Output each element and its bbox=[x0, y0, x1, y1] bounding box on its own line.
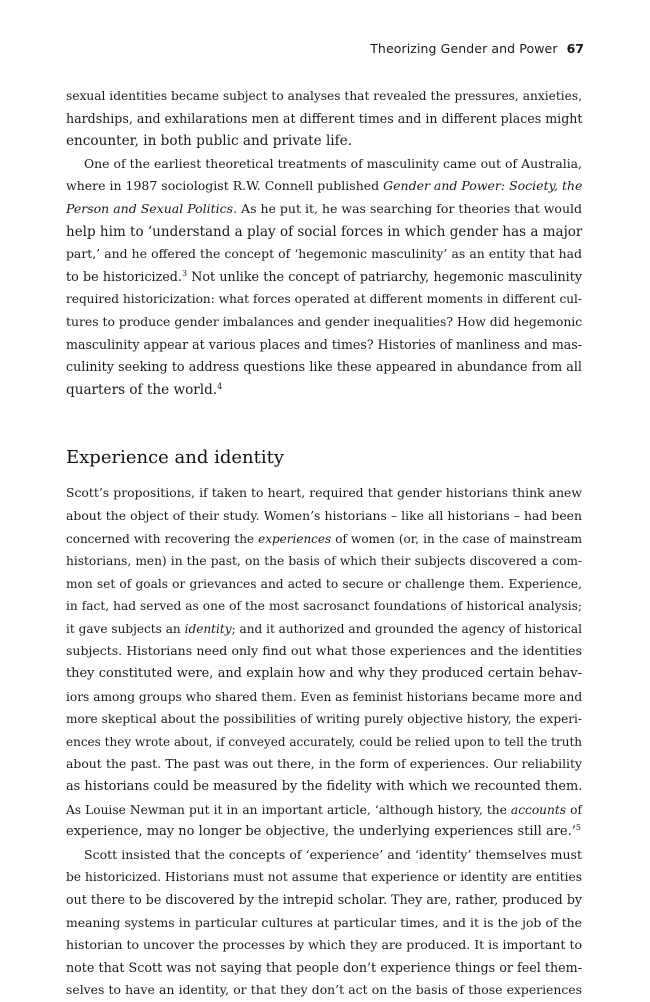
text-run: As Louise Newman put it in an important article, ‘although history, the bbox=[66, 802, 511, 817]
text-run: . As he put it, he was searching for theories that would bbox=[233, 200, 583, 216]
text-run: to be historicized. bbox=[66, 268, 182, 284]
text-run: experience, may no longer be objective, the underlying experiences still are.’ bbox=[66, 824, 576, 840]
text-line bbox=[66, 821, 582, 844]
text-line bbox=[66, 799, 582, 822]
text-line: in fact, had served as one of the most sacrosanct foundations of historical analysis; bbox=[66, 599, 582, 614]
text-line: part,’ and he offered the concept of ‘hegemonic masculinity’ as an entity that had bbox=[66, 246, 582, 262]
text-line: required historicization: what forces operated at different moments in different cul- bbox=[66, 292, 582, 307]
emphasis: accounts bbox=[510, 802, 567, 817]
text-line: out there to be discovered by the intrepid scholar. They are, rather, produced by bbox=[66, 892, 582, 907]
text-line: historian to uncover the processes by which they are produced. It is important to bbox=[66, 937, 582, 953]
book-title: Person and Sexual Politics bbox=[66, 200, 234, 216]
footnote-marker: 3 bbox=[181, 268, 188, 278]
emphasis: experiences bbox=[258, 531, 332, 546]
paragraph-1 bbox=[66, 85, 582, 153]
text-line: meaning systems in particular cultures at particular times, and it is the job of the bbox=[66, 914, 582, 930]
footnote-marker: 4 bbox=[217, 381, 223, 391]
text-run: concerned with recovering the bbox=[66, 531, 259, 546]
text-line: sexual identities became subject to analyses that revealed the pressures, anxieties, bbox=[66, 89, 582, 103]
section-heading: Experience and identity bbox=[66, 447, 285, 469]
text-line bbox=[66, 175, 582, 198]
body-text bbox=[66, 85, 582, 1002]
text-run: where in 1987 sociologist R.W. Connell published bbox=[66, 178, 384, 194]
emphasis: identity bbox=[184, 621, 232, 636]
text-line bbox=[66, 528, 582, 551]
text-line bbox=[66, 266, 582, 289]
text-line: about the object of their study. Women’s historians – like all historians – had been bbox=[66, 507, 582, 523]
text-line: as historians could be measured by the fidelity with which we recounted them. bbox=[66, 779, 583, 795]
text-line bbox=[66, 198, 582, 221]
text-line: ences they wrote about, if conveyed accurately, could be relied upon to tell the truth bbox=[66, 734, 582, 749]
text-line: tures to produce gender imbalances and gender inequalities? How did hegemonic bbox=[66, 313, 583, 329]
running-head bbox=[370, 41, 584, 56]
text-line: note that Scott was not saying that people don’t experience things or feel them- bbox=[66, 959, 582, 975]
text-line bbox=[66, 618, 582, 641]
text-line: they constituted were, and explain how and why they produced certain behav- bbox=[66, 666, 582, 682]
text-run: of women (or, in the case of mainstream bbox=[331, 531, 582, 546]
text-line: selves to have an identity, or that they don’t act on the basis of those experiences bbox=[66, 982, 582, 998]
text-run: Not unlike the concept of patriarchy, hegemonic masculinity bbox=[187, 268, 582, 284]
text-line: help him to ‘understand a play of social forces in which gender has a major bbox=[66, 223, 583, 240]
text-line: be historicized. Historians must not assume that experience or identity are entities bbox=[66, 870, 582, 885]
text-line: mon set of goals or grievances and acted to secure or challenge them. Experience, bbox=[66, 576, 582, 591]
text-line: hardships, and exhilarations men at different times and in different places might bbox=[66, 110, 583, 126]
text-line: Scott insisted that the concepts of ‘experience’ and ‘identity’ themselves must bbox=[84, 846, 582, 862]
footnote-marker: 5 bbox=[575, 823, 581, 833]
text-line: iors among groups who shared them. Even as feminist historians became more and bbox=[66, 689, 583, 704]
text-line: historians, men) in the past, on the basis of which their subjects discovered a com- bbox=[66, 554, 582, 569]
book-title: Gender and Power: Society, the bbox=[383, 178, 583, 194]
text-run: quarters of the world. bbox=[66, 381, 218, 398]
text-line bbox=[66, 379, 582, 402]
text-line: subjects. Historians need only find out what those experiences and the identities bbox=[66, 643, 582, 659]
paragraph-4 bbox=[66, 844, 582, 1002]
text-line: masculinity appear at various places and times? Histories of manliness and mas- bbox=[66, 336, 582, 352]
text-line: about the past. The past was out there, in the form of experiences. Our reliability bbox=[66, 756, 582, 772]
page-number: 67 bbox=[566, 41, 584, 56]
text-run: ; and it authorized and grounded the agency of historical bbox=[231, 621, 582, 636]
text-line: Scott’s propositions, if taken to heart, required that gender historians think anew bbox=[66, 485, 582, 501]
paragraph-2 bbox=[66, 153, 582, 402]
text-line: One of the earliest theoretical treatments of masculinity came out of Australia, bbox=[84, 155, 582, 171]
text-line: culinity seeking to address questions like these appeared in abundance from all bbox=[66, 359, 582, 375]
text-run: it gave subjects an bbox=[66, 621, 185, 636]
text-line: encounter, in both public and private life. bbox=[66, 133, 353, 150]
running-head-title: Theorizing Gender and Power bbox=[370, 41, 558, 56]
text-line: more skeptical about the possibilities of writing purely objective history, the experi- bbox=[66, 712, 582, 727]
text-run: of bbox=[566, 802, 582, 817]
paragraph-3 bbox=[66, 482, 582, 844]
